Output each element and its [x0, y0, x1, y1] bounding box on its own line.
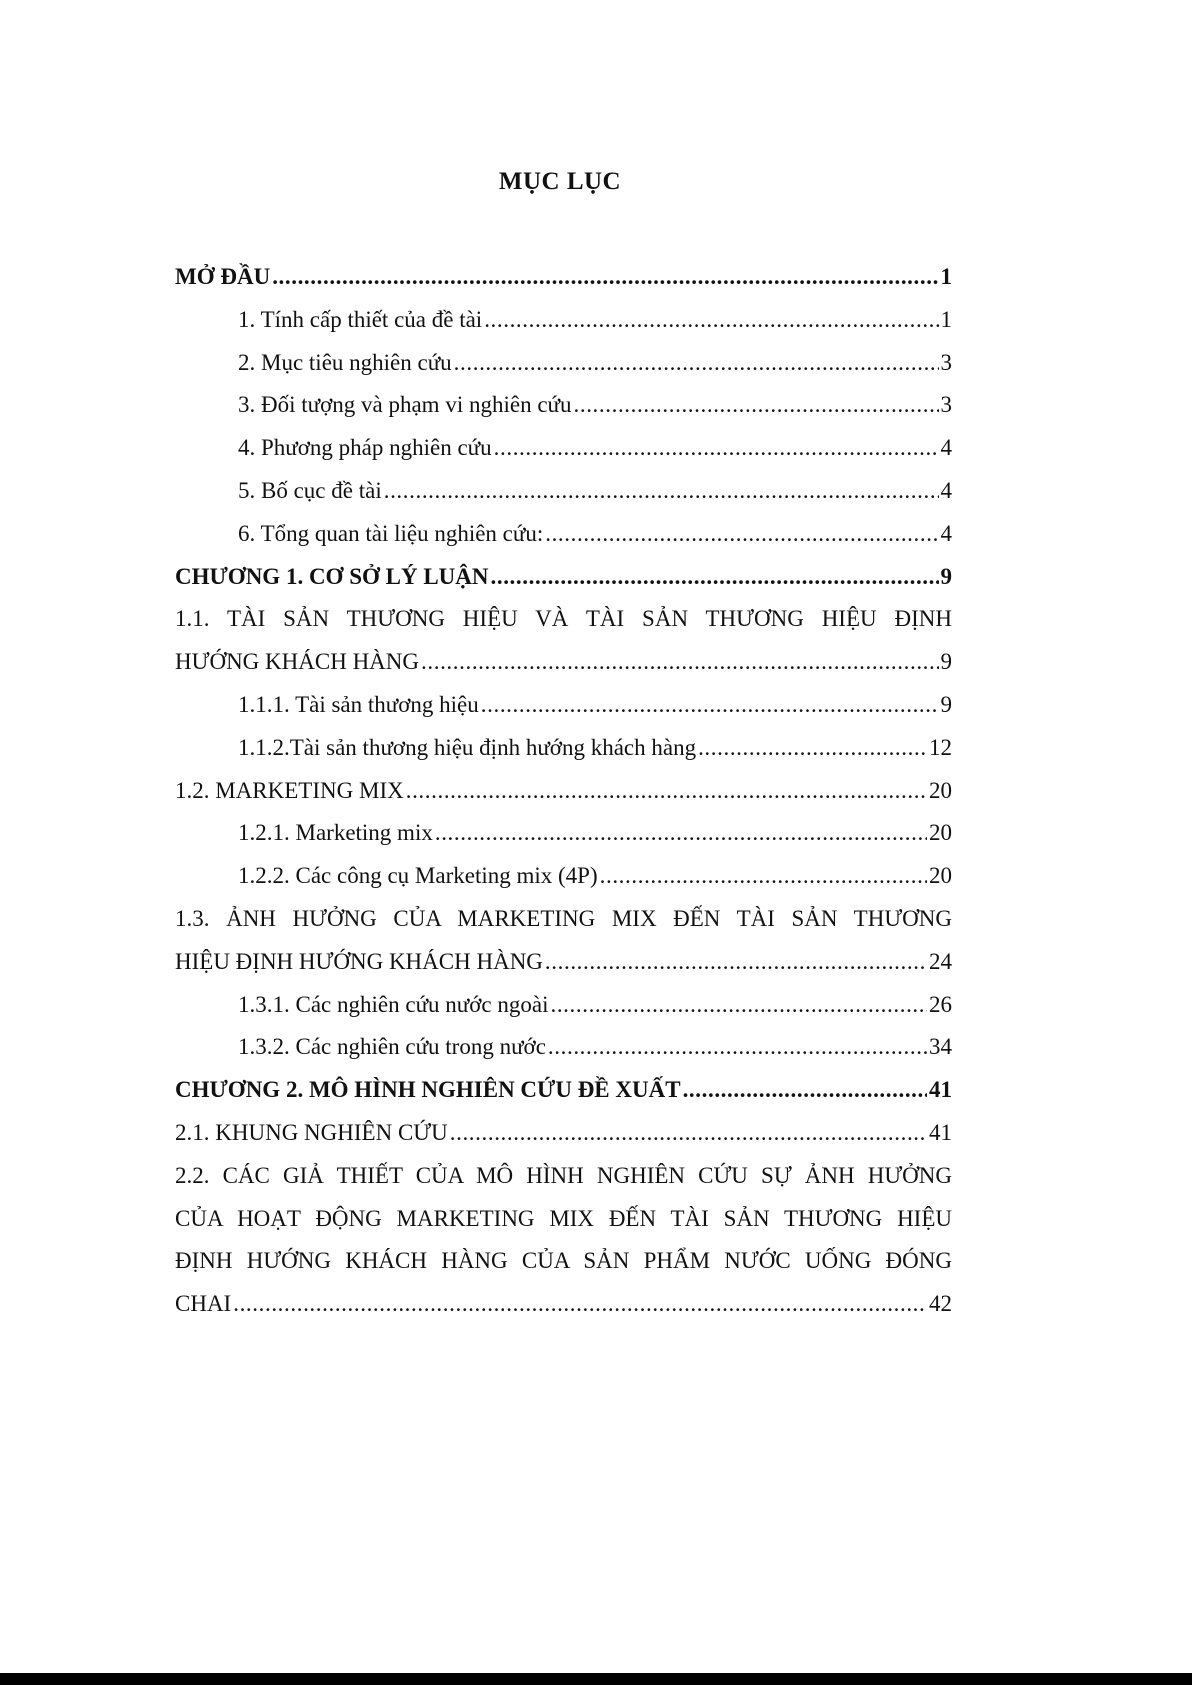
entry-label: 1.2. MARKETING MIX	[175, 777, 404, 803]
page-number: 20	[929, 863, 952, 889]
page-number: 41	[929, 1077, 952, 1103]
entry-label: CHƯƠNG 2. MÔ HÌNH NGHIÊN CỨU ĐỀ XUẤT	[175, 1077, 681, 1103]
toc-entry[interactable]	[175, 262, 952, 305]
entry-label: HIỆU ĐỊNH HƯỚNG KHÁCH HÀNG	[175, 948, 543, 974]
dot-leader	[494, 433, 939, 463]
toc-entry[interactable]	[175, 1118, 952, 1161]
dot-leader	[450, 1118, 927, 1148]
page-number: 4	[940, 520, 952, 546]
dot-leader	[481, 690, 939, 720]
dot-leader	[454, 348, 939, 378]
entry-label: 1.2.1. Marketing mix	[238, 820, 433, 846]
dot-leader	[272, 262, 938, 292]
table-of-contents	[175, 262, 952, 1332]
page-number: 12	[929, 734, 952, 760]
dot-leader	[698, 733, 927, 763]
dot-leader	[545, 947, 927, 977]
toc-entry[interactable]	[175, 690, 952, 733]
dot-leader	[233, 1289, 927, 1319]
entry-label: 1.1.1. Tài sản thương hiệu	[238, 691, 479, 717]
dot-leader	[421, 647, 938, 677]
entry-label: MỞ ĐẦU	[175, 264, 271, 289]
page-number: 34	[929, 1034, 952, 1060]
entry-label-line: 2.2. CÁC GIẢ THIẾT CỦA MÔ HÌNH NGHIÊN CỨU SỰ ẢNH HƯỞNG	[175, 1162, 952, 1188]
entry-label: 3. Đối tượng và phạm vi nghiên cứu	[238, 392, 572, 418]
toc-entry[interactable]	[175, 818, 952, 861]
toc-entry[interactable]	[175, 1032, 952, 1075]
entry-label: 1.3.1. Các nghiên cứu nước ngoài	[238, 991, 549, 1017]
page-number: 20	[929, 820, 952, 846]
dot-leader	[683, 1075, 927, 1105]
dot-leader	[600, 861, 927, 891]
toc-entry[interactable]	[175, 1289, 952, 1332]
entry-label-line: CỦA HOẠT ĐỘNG MARKETING MIX ĐẾN TÀI SẢN THƯƠNG HIỆU	[175, 1205, 952, 1231]
toc-entry[interactable]	[175, 519, 952, 562]
dot-leader	[384, 476, 939, 506]
page-number: 20	[929, 777, 952, 803]
entry-label: 1. Tính cấp thiết của đề tài	[238, 306, 483, 332]
toc-entry[interactable]	[175, 433, 952, 476]
toc-entry[interactable]	[175, 305, 952, 348]
dot-leader	[550, 990, 927, 1020]
entry-label-line: 1.3. ẢNH HƯỞNG CỦA MARKETING MIX ĐẾN TÀI SẢN THƯƠNG	[175, 905, 952, 931]
page-number: 4	[940, 435, 952, 461]
page-number: 4	[940, 477, 952, 503]
toc-entry-line[interactable]	[175, 904, 952, 947]
dot-leader	[406, 776, 927, 806]
entry-label: 5. Bố cục đề tài	[238, 477, 382, 503]
page-number: 9	[940, 691, 952, 717]
toc-entry[interactable]	[175, 947, 952, 990]
toc-title: MỤC LỤC	[498, 168, 622, 195]
dot-leader	[435, 818, 927, 848]
page-number: 24	[929, 948, 952, 974]
toc-entry[interactable]	[175, 1075, 952, 1118]
toc-entry-line[interactable]	[175, 1246, 952, 1289]
page-number: 26	[929, 991, 952, 1017]
toc-entry[interactable]	[175, 348, 952, 391]
page-number: 9	[940, 649, 952, 675]
page-number: 9	[940, 563, 952, 589]
entry-label: 1.3.2. Các nghiên cứu trong nước	[238, 1034, 546, 1060]
toc-entry-line[interactable]	[175, 604, 952, 647]
dot-leader	[574, 390, 939, 420]
page-number: 41	[929, 1119, 952, 1145]
entry-label: 1.2.2. Các công cụ Marketing mix (4P)	[238, 863, 598, 889]
toc-entry[interactable]	[175, 390, 952, 433]
dot-leader	[491, 562, 939, 592]
page-number: 1	[940, 306, 952, 332]
page-bottom-edge	[0, 1673, 1192, 1685]
entry-label: 4. Phương pháp nghiên cứu	[238, 435, 492, 461]
toc-entry[interactable]	[175, 476, 952, 519]
page-number: 42	[929, 1291, 952, 1317]
entry-label-line: 1.1. TÀI SẢN THƯƠNG HIỆU VÀ TÀI SẢN THƯƠNG HIỆU ĐỊNH	[175, 606, 952, 632]
toc-entry-line[interactable]	[175, 1161, 952, 1204]
entry-label-line: ĐỊNH HƯỚNG KHÁCH HÀNG CỦA SẢN PHẨM NƯỚC UỐNG ĐÓNG	[175, 1248, 952, 1274]
page-number: 1	[940, 264, 952, 289]
page-number: 3	[940, 392, 952, 418]
toc-entry[interactable]	[175, 861, 952, 904]
entry-label: HƯỚNG KHÁCH HÀNG	[175, 649, 420, 675]
entry-label: 1.1.2.Tài sản thương hiệu định hướng khách hàng	[238, 734, 697, 760]
entry-label: CHAI	[175, 1291, 232, 1317]
toc-entry[interactable]	[175, 647, 952, 690]
page-number: 3	[940, 349, 952, 375]
entry-label: CHƯƠNG 1. CƠ SỞ LÝ LUẬN	[175, 563, 489, 589]
entry-label: 2.1. KHUNG NGHIÊN CỨU	[175, 1119, 448, 1145]
entry-label: 6. Tổng quan tài liệu nghiên cứu:	[238, 520, 544, 546]
entry-label: 2. Mục tiêu nghiên cứu	[238, 349, 452, 375]
toc-entry[interactable]	[175, 562, 952, 605]
toc-entry[interactable]	[175, 733, 952, 776]
dot-leader	[545, 519, 938, 549]
toc-entry-line[interactable]	[175, 1204, 952, 1247]
toc-entry[interactable]	[175, 990, 952, 1033]
dot-leader	[548, 1032, 927, 1062]
toc-entry[interactable]	[175, 776, 952, 819]
dot-leader	[484, 305, 938, 335]
